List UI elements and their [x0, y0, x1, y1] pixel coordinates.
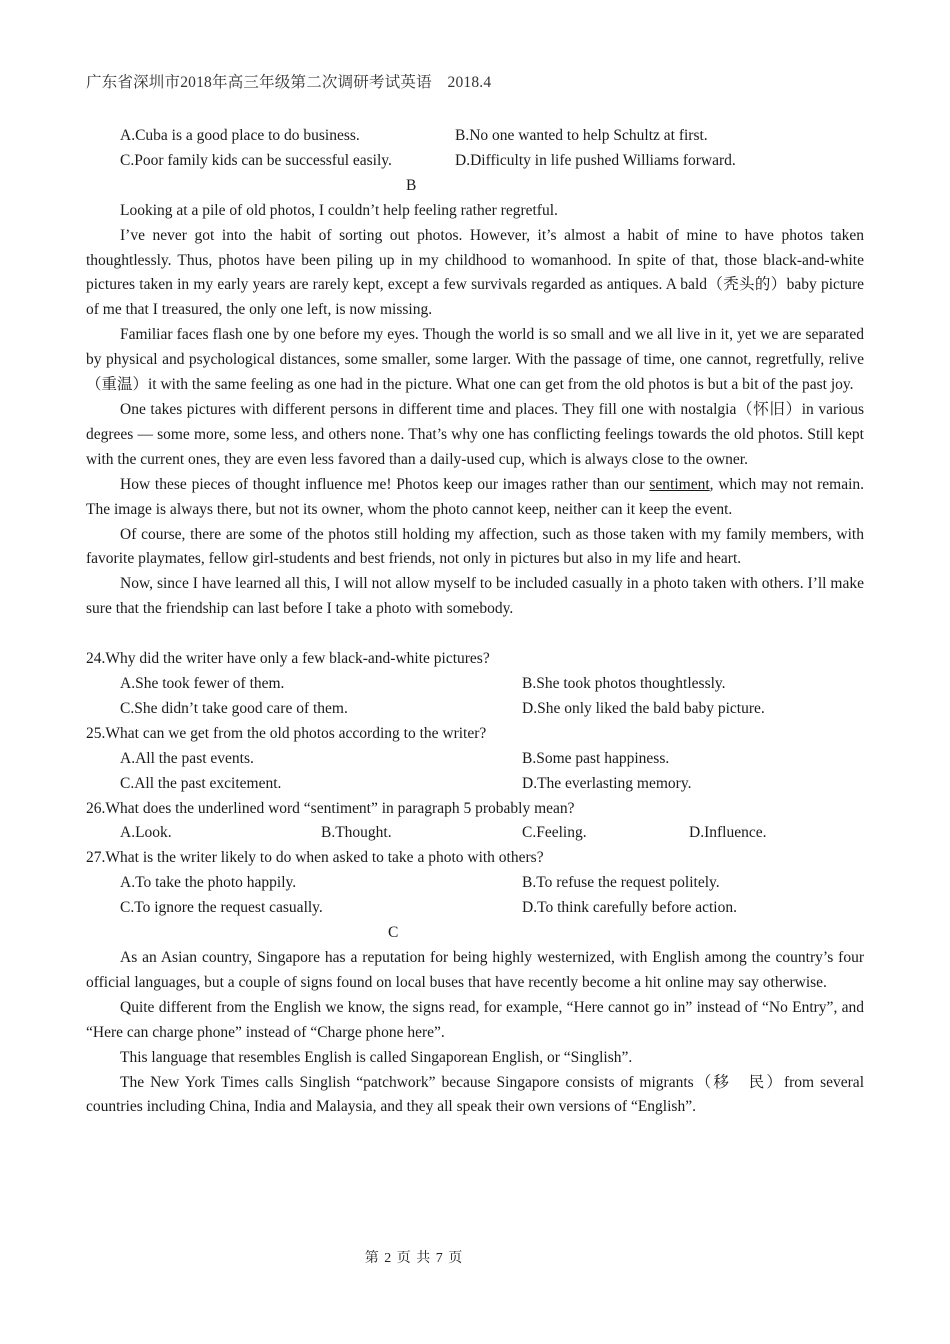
passage-c-paragraph-4: The New York Times calls Singlish “patchwork” because Singapore consists of migrants（移 民）from several countries including China, India and Malaysia, and they all speak their own versions of “English”. [86, 1073, 864, 1116]
passage-b-paragraph-6: Of course, there are some of the photos still holding my affection, such as those taken with my family members, with favorite playmates, fellow girl-students and best friends, not only in pictures but also in my life and heart. [86, 525, 864, 568]
q25-option-b: B.Some past happiness. [522, 749, 670, 767]
prev-question-options-row-2 [86, 149, 864, 174]
q24-option-a: A.She took fewer of them. [120, 675, 285, 693]
question-26-options [86, 821, 864, 846]
option-b: B.No one wanted to help Schultz at first. [455, 127, 708, 144]
question-27-options-row-2 [86, 896, 864, 921]
prev-question-options-row-1 [86, 124, 864, 149]
passage-b-paragraph-3: Familiar faces flash one by one before my eyes. Though the world is so small and we all live in it, yet we are separated by physical and psychological distances, some smaller, some larger. With the passage of time, one cannot, regretfully, relive（重温）it with the same feeling as one had in the picture. What one can get from the old photos is but a bit of the past joy. [86, 326, 864, 394]
passage-c-paragraph-2: Quite different from the English we know, the signs read, for example, “Here cannot go in” instead of “No Entry”, and “Here can charge phone” instead of “Charge phone here”. [86, 998, 864, 1041]
question-24: 24.Why did the writer have only a few black-and-white pictures? [86, 650, 490, 668]
option-c: C.Poor family kids can be successful easily. [120, 151, 392, 169]
paragraph-5-before: How these pieces of thought influence me! Photos keep our images rather than our [120, 475, 650, 493]
q26-option-b: B.Thought. [321, 824, 392, 842]
passage-b-paragraph-1: Looking at a pile of old photos, I couldn’t help feeling rather regretful. [120, 201, 558, 219]
question-25: 25.What can we get from the old photos according to the writer? [86, 724, 487, 742]
q24-option-c: C.She didn’t take good care of them. [120, 699, 348, 717]
q27-option-c: C.To ignore the request casually. [120, 899, 323, 917]
paragraph-5-after: , which may not remain. The image is always there, but not its owner, whom the photo cannot keep, neither can it keep the event. [86, 475, 865, 518]
q26-option-c: C.Feeling. [522, 824, 587, 842]
q26-option-d: D.Influence. [689, 824, 767, 842]
passage-c-paragraph-3: This language that resembles English is called Singaporean English, or “Singlish”. [120, 1048, 633, 1066]
passage-b-paragraph-5 [86, 473, 864, 523]
question-26: 26.What does the underlined word “sentiment” in paragraph 5 probably mean? [86, 799, 575, 817]
question-25-options-row-2 [86, 772, 864, 797]
question-24-options-row-2 [86, 697, 864, 722]
q25-option-a: A.All the past events. [120, 749, 254, 767]
passage-b-paragraph-4: One takes pictures with different persons in different time and places. They fill one with nostalgia（怀旧）in various degrees — some more, some less, and others none. That’s why one has conflicting feelings towards the old photos. Still kept with the current ones, they are even less favored than a daily-used cup, which is always close to the owner. [86, 400, 864, 468]
underlined-word: sentiment [649, 475, 710, 493]
q24-option-d: D.She only liked the bald baby picture. [522, 699, 765, 717]
exam-content [86, 124, 864, 1120]
option-a: A.Cuba is a good place to do business. [120, 127, 360, 144]
question-27-options-row-1 [86, 871, 864, 896]
q24-option-b: B.She took photos thoughtlessly. [522, 675, 726, 693]
question-25-options-row-1 [86, 747, 864, 772]
q25-option-c: C.All the past excitement. [120, 774, 282, 792]
q25-option-d: D.The everlasting memory. [522, 774, 692, 792]
question-24-options-row-1 [86, 672, 864, 697]
q26-option-a: A.Look. [120, 824, 172, 842]
page-header: 广东省深圳市2018年高三年级第二次调研考试英语 2018.4 [86, 74, 492, 91]
passage-b-paragraph-7: Now, since I have learned all this, I will not allow myself to be included casually in a photo taken with others. I’ll make sure that the friendship can last before I take a photo with somebody. [86, 575, 864, 618]
q27-option-b: B.To refuse the request politely. [522, 874, 720, 892]
q27-option-d: D.To think carefully before action. [522, 899, 737, 917]
option-d: D.Difficulty in life pushed Williams forward. [455, 151, 736, 169]
question-27: 27.What is the writer likely to do when asked to take a photo with others? [86, 849, 544, 867]
page-footer: 第 2 页 共 7 页 [364, 1251, 464, 1266]
passage-c-paragraph-1: As an Asian country, Singapore has a reputation for being highly westernized, with English among the country’s four official languages, but a couple of signs found on local buses that have recently become a hit online may say otherwise. [86, 949, 864, 991]
section-c-label: C [388, 924, 399, 942]
spacer [86, 622, 864, 647]
passage-b-paragraph-2: I’ve never got into the habit of sorting out photos. However, it’s almost a habit of mine to have photos taken thoughtlessly. Thus, photos have been piling up in my childhood to womanhood. In spite of that, those black-and-white pictures taken in my early years are rarely kept, except a few survivals regarded as antiques. A bald（秃头的）baby picture of me that I treasured, the only one left, is now missing. [86, 226, 864, 319]
q27-option-a: A.To take the photo happily. [120, 874, 297, 892]
section-b-label: B [406, 176, 417, 194]
